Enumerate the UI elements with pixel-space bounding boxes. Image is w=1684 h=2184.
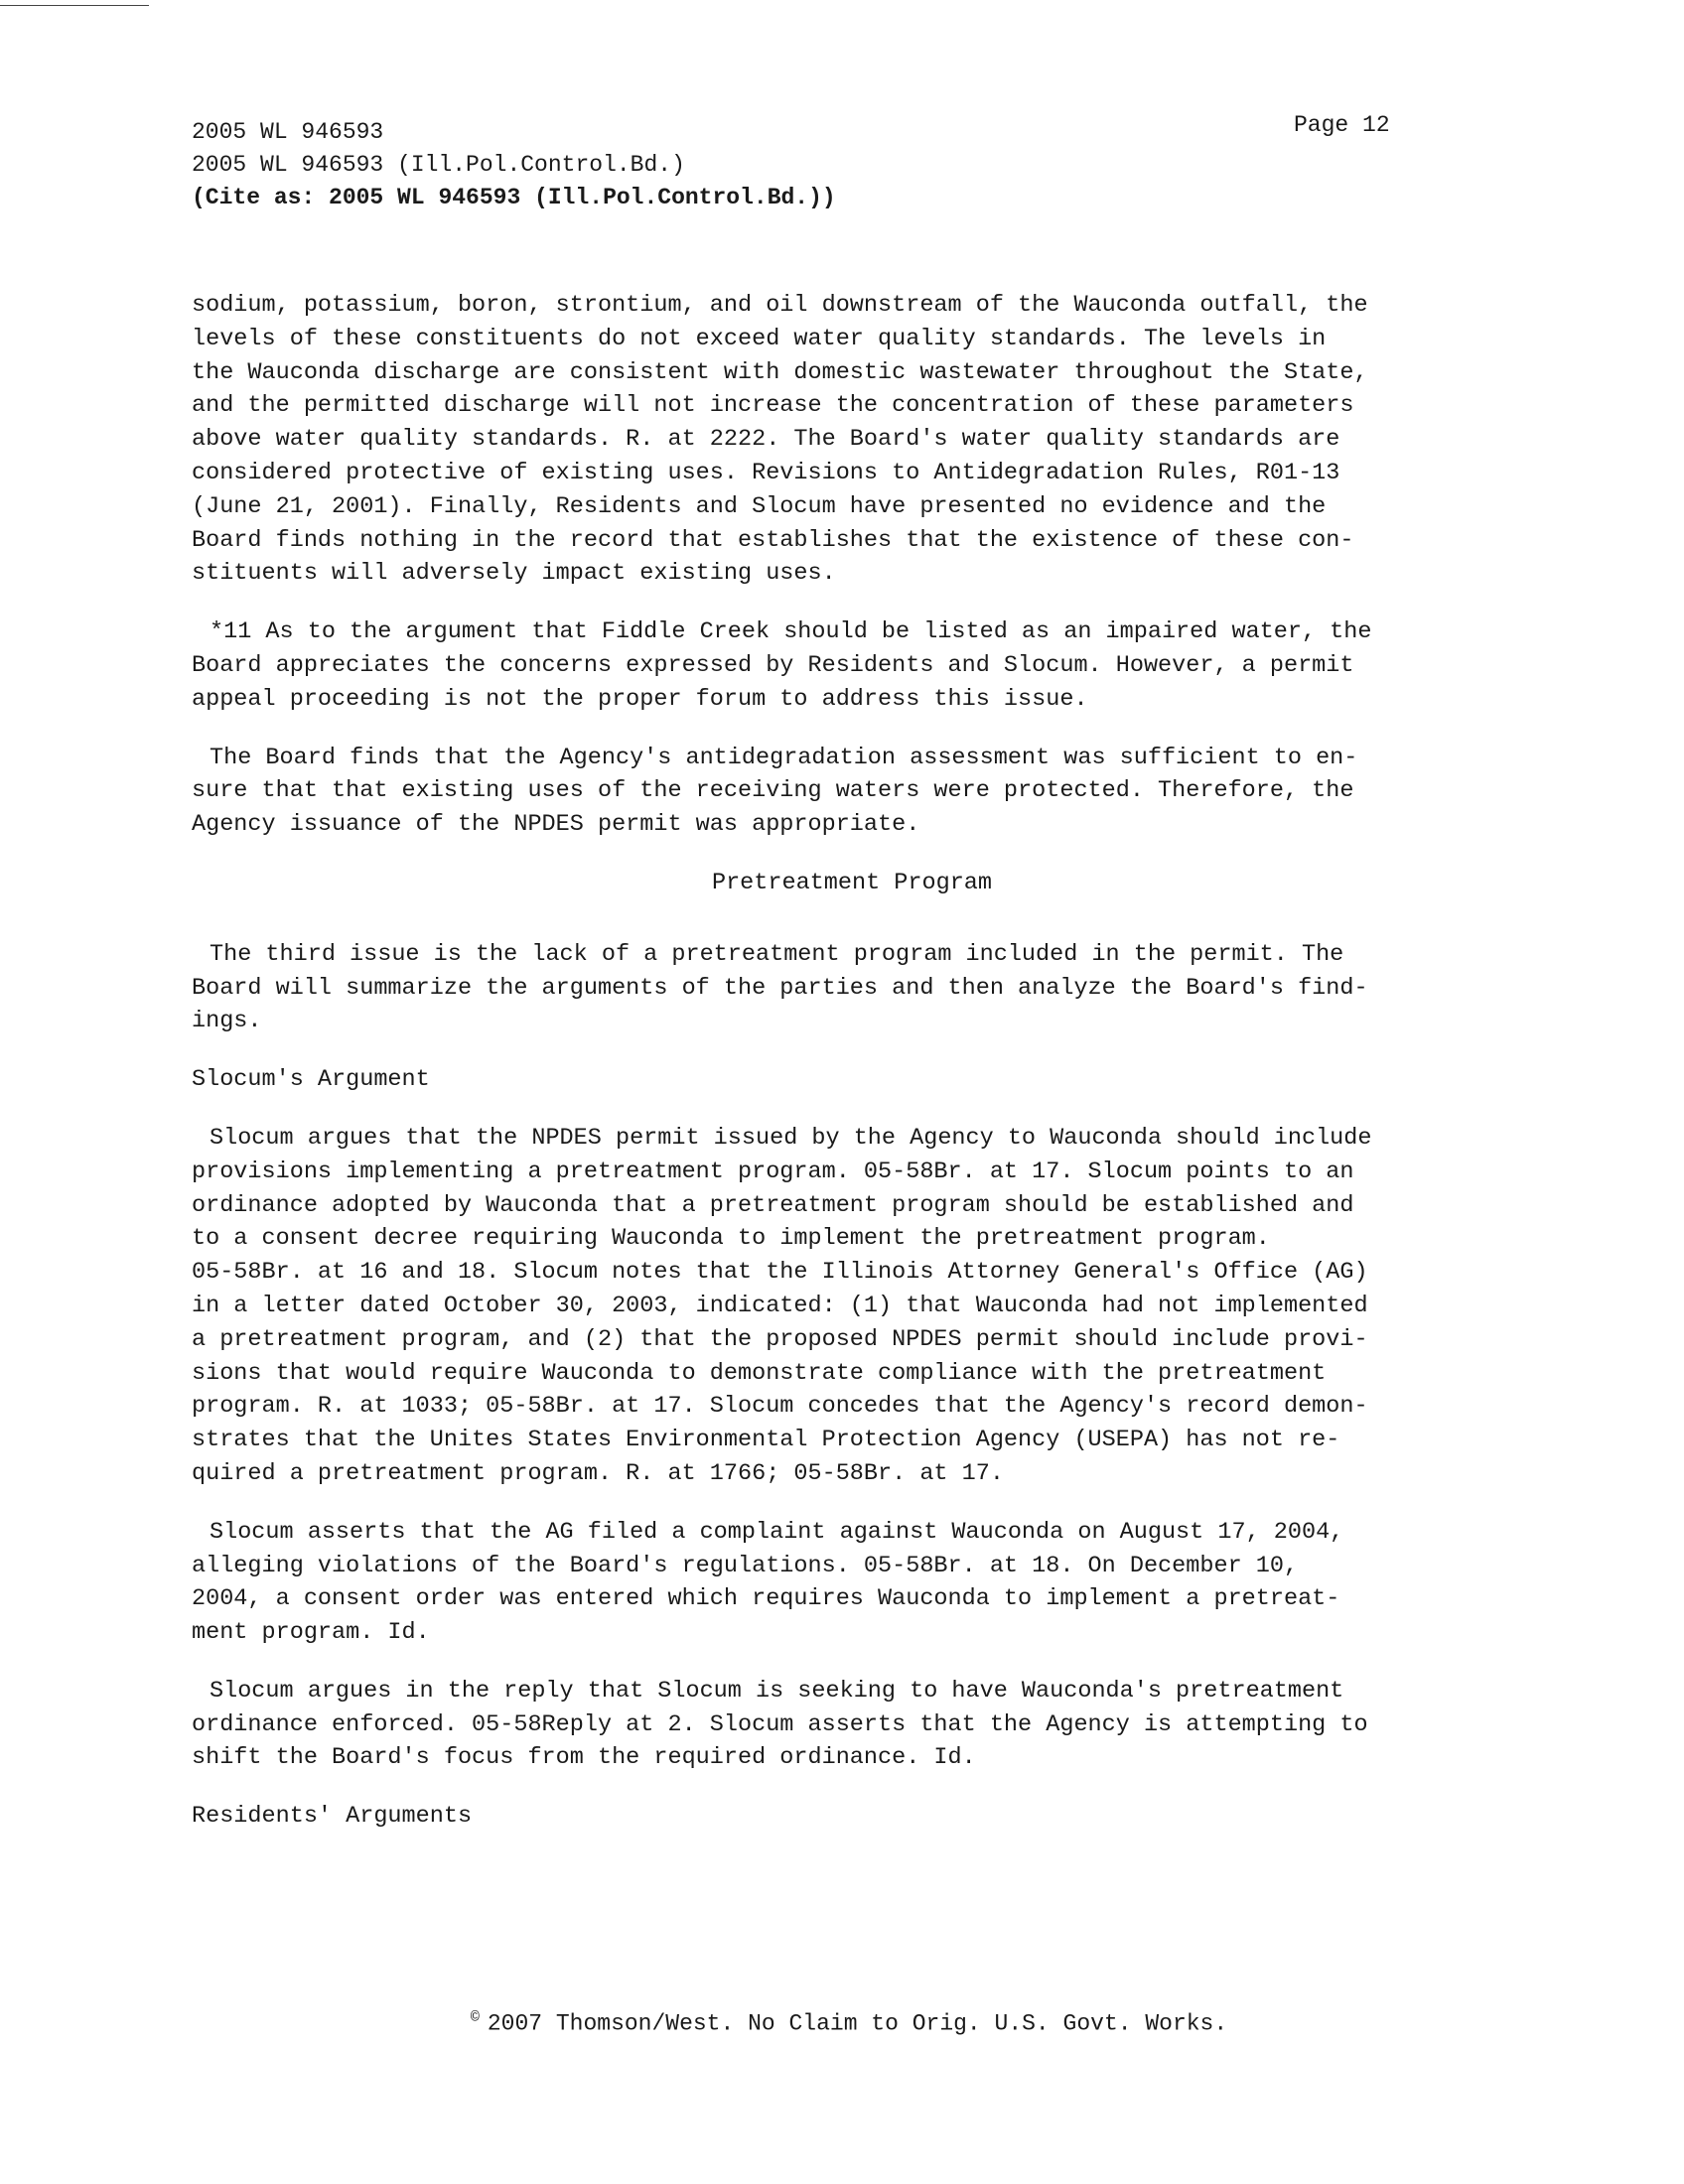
- citation-line-2: 2005 WL 946593 (Ill.Pol.Control.Bd.): [192, 152, 685, 178]
- paragraph-slocum-argues: Slocum argues that the NPDES permit issued by the Agency to Wauconda should include provisions implementing a pretreatment program. 05-58Br. at 17. Slocum points to an ordinance adopted by Wauconda that a pretreatment program should be established and to a consent decree requiring Wauconda to implement the pretreatment program. 05-58Br. at 16 and 18. Slocum notes that the Illinois Attorney General's Office (AG) in a letter dated October 30, 2003, indicated: (1) that Wauconda had not implemented a pretreatment program, and (2) that the proposed NPDES permit should include provi- sions that would require Wauconda to demonstrate compliance with the pretreatment program. R. at 1033; 05-58Br. at 17. Slocum concedes that the Agency's record demon- strates that the Unites States Environmental Protection Agency (USEPA) has not re- quired a pretreatment program. R. at 1766; 05-58Br. at 17.: [192, 1124, 1372, 1487]
- cite-as-line: (Cite as: 2005 WL 946593 (Ill.Pol.Control.Bd.)): [192, 185, 836, 210]
- copyright-symbol: ©: [470, 2009, 480, 2026]
- paragraph-antidegradation-finding: The Board finds that the Agency's antidegradation assessment was sufficient to en- sure that that existing uses of the receiving waters were protected. Therefore, the Agency issuance of the NPDES permit was appropriate.: [192, 744, 1358, 839]
- document-body: [192, 289, 1512, 1858]
- paragraph-constituents: sodium, potassium, boron, strontium, and oil downstream of the Wauconda outfall, the levels of these constituents do not exceed water quality standards. The levels in the Wauconda discharge are consistent with domestic wastewater throughout the State, and the permitted discharge will not increase the concentration of these parameters above water quality standards. R. at 2222. The Board's water quality standards are considered protective of existing uses. Revisions to Antidegradation Rules, R01-13 (June 21, 2001). Finally, Residents and Slocum have presented no evidence and the Board finds nothing in the record that establishes that the existence of these con- stituents will adversely impact existing uses.: [192, 292, 1368, 588]
- paragraph-third-issue: The third issue is the lack of a pretreatment program included in the permit. The Board will summarize the arguments of the parties and then analyze the Board's find- ings.: [192, 940, 1368, 1035]
- scan-edge-line: [0, 5, 149, 6]
- paragraph-slocum-reply: Slocum argues in the reply that Slocum is seeking to have Wauconda's pretreatment ordinance enforced. 05-58Reply at 2. Slocum asserts that the Agency is attempting to shift the Board's focus from the required ordinance. Id.: [192, 1677, 1368, 1772]
- page-number: Page 12: [1294, 112, 1390, 138]
- subheading-slocum-argument: Slocum's Argument: [192, 1066, 430, 1094]
- subheading-residents-arguments: Residents' Arguments: [192, 1803, 473, 1831]
- citation-line-1: 2005 WL 946593: [192, 119, 384, 145]
- paragraph-slocum-asserts: Slocum asserts that the AG filed a complaint against Wauconda on August 17, 2004, alleging violations of the Board's regulations. 05-58Br. at 18. On December 10, 2004, a consent order was entered which requires Wauconda to implement a pretreat- ment program. Id.: [192, 1518, 1344, 1647]
- paragraph-fiddle-creek: *11 As to the argument that Fiddle Creek should be listed as an impaired water, the Board appreciates the concerns expressed by Residents and Slocum. However, a permit appeal proceeding is not the proper forum to address this issue.: [192, 618, 1372, 713]
- citation-header: [192, 116, 836, 214]
- copyright-text: 2007 Thomson/West. No Claim to Orig. U.S. Govt. Works.: [487, 2010, 1228, 2037]
- section-heading-pretreatment: Pretreatment Program: [711, 869, 993, 896]
- copyright-footer: [0, 2001, 1684, 2041]
